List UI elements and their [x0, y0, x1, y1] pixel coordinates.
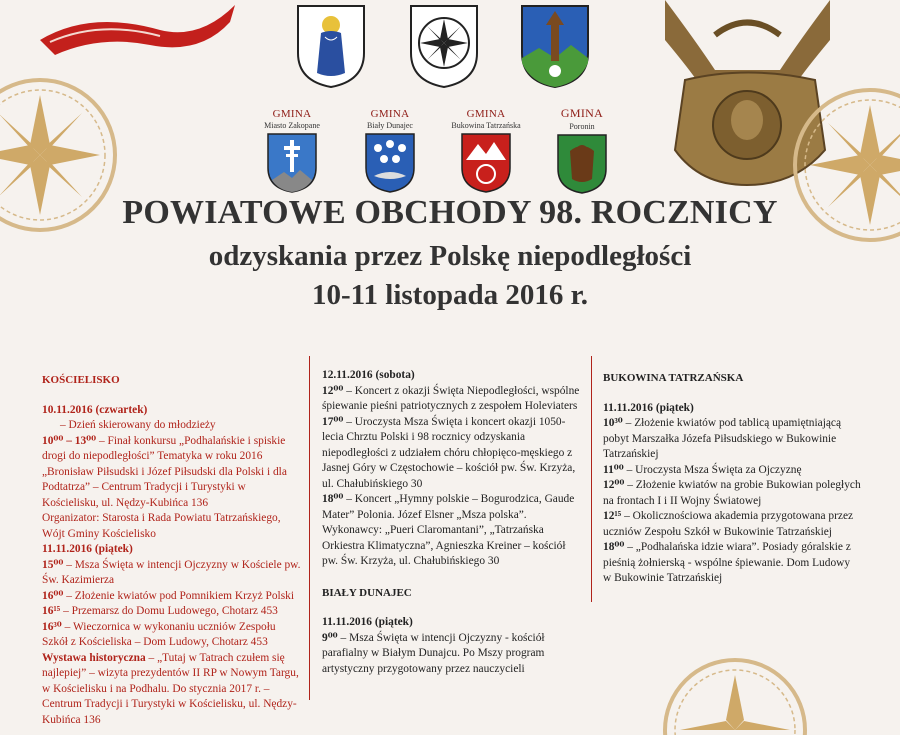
event-time: 10⁰⁰ – 13⁰⁰ [42, 434, 97, 447]
event-text: – „Podhalańska idzie wiara”. Posiady góralskie z pieśnią żołnierską - wspólne śpiewanie. Dom Ludowy w Bukowinie Tatrzańskiej [603, 541, 851, 584]
event-time: 9⁰⁰ [322, 631, 338, 644]
event-item [322, 415, 584, 493]
zakopane-coat-of-arms [266, 132, 318, 194]
event-time: 17⁰⁰ [322, 415, 344, 428]
event-text: – Koncert z okazji Święta Niepodległości, wspólne śpiewanie pieśni patriotycznych z zespołem Holeviaters [322, 384, 580, 412]
event-text: – Przemarsz do Domu Ludowego, Chotarz 453 [60, 605, 278, 617]
event-item: – Dzień skierowany do młodzieży [60, 419, 216, 431]
event-dates: 10-11 listopada 2016 r. [311, 279, 589, 311]
gmina-place: Bukowina Tatrzańska [451, 121, 521, 130]
crest-top-left-coat-of-arms [295, 3, 367, 89]
event-date: 11.11.2016 (piątek) [603, 401, 694, 414]
rosette-bottom-decoration [660, 655, 810, 735]
bukowina-coat-of-arms [460, 132, 512, 194]
section-title: BUKOWINA TATRZAŃSKA [603, 372, 744, 384]
poronin-coat-of-arms [556, 133, 608, 195]
event-text: – Msza Święta w intencji Ojczyzny - kościół parafialny w Białym Dunajcu. Po Mszy program artystyczny przygotowany przez nauczycieli [322, 631, 545, 675]
section-title: BIAŁY DUNAJEC [322, 586, 412, 599]
event-text: – Wieczornica w wykonaniu uczniów Zespołu Szkół z Kościeliska – Dom Ludowy, Chotarz 453 [42, 620, 276, 648]
event-time: 15⁰⁰ [42, 558, 64, 571]
event-text: – Msza Święta w intencji Ojczyzny w Kościele pw. Św. Kazimierza [42, 558, 301, 586]
gmina-poronin [542, 106, 622, 195]
event-date: 10.11.2016 (czwartek) [42, 403, 148, 416]
event-item [42, 558, 304, 589]
event-item [42, 604, 304, 620]
crest-top-right-coat-of-arms [519, 3, 591, 89]
event-text: – Złożenie kwiatów na grobie Bukowian poległych na frontach I i II Wojny Światowej [603, 479, 861, 507]
event-text: – Finał konkursu „Podhalańskie i spiskie drogi do niepodległości” Tematyka w roku 2016 „Bronisław Piłsudski i Józef Piłsudski dla Polski i dla Podtatrza” – Centrum Tradycji i Turystyki w Kościelisku, ul. Nędzy-Kubińca 136 [42, 434, 287, 509]
event-item [603, 416, 861, 463]
event-time: 12⁰⁰ [603, 479, 625, 491]
event-time: 12¹⁵ [603, 510, 622, 522]
gmina-label: GMINA [560, 106, 604, 120]
column-divider-left [309, 356, 310, 700]
event-date: 11.11.2016 (piątek) [42, 543, 133, 555]
event-text: – Okolicznościowa akademia przygotowana przez uczniów Zespołu Szkół w Bukowinie Tatrzańskiej [603, 510, 854, 538]
event-time: 11⁰⁰ [603, 463, 624, 476]
event-item [322, 492, 584, 570]
crest-top-center-coat-of-arms [408, 3, 480, 89]
event-date: 11.11.2016 (piątek) [322, 616, 413, 628]
gmina-label: GMINA [370, 108, 410, 120]
event-time: 16³⁰ [42, 620, 62, 633]
section-title: KOŚCIELISKO [42, 374, 120, 386]
event-item [322, 631, 584, 678]
event-time: 18⁰⁰ [603, 541, 625, 553]
event-item [603, 478, 861, 509]
bialy-dunajec-coat-of-arms [364, 132, 416, 194]
event-date: 12.11.2016 (sobota) [322, 369, 415, 381]
gmina-place: Poronin [569, 122, 595, 131]
column-koscielisko [42, 373, 304, 728]
event-text: – Uroczysta Msza Święta za Ojczyznę [623, 463, 802, 476]
event-text: – Złożenie kwiatów pod tablicą upamiętniającą pobyt Marszałka Józefa Piłsudskiego w Bukowinie Tatrzańskiej [603, 417, 842, 460]
event-time: 10³⁰ [603, 417, 623, 429]
gmina-zakopane [252, 108, 332, 194]
gmina-place: Miasto Zakopane [264, 121, 320, 130]
column-zakopane [322, 368, 584, 677]
page-subtitle: odzyskania przez Polskę niepodległości [208, 240, 692, 272]
page-title: POWIATOWE OBCHODY 98. ROCZNICY [122, 194, 778, 231]
gmina-label: GMINA [466, 108, 506, 120]
event-item [42, 651, 304, 729]
gmina-bialy-dunajec [350, 108, 430, 194]
event-text: – Złożenie kwiatów pod Pomnikiem Krzyż Polski [63, 589, 295, 602]
event-item [603, 509, 861, 540]
exhibition-label: Wystawa historyczna [42, 651, 146, 664]
column-bukowina [603, 371, 861, 587]
event-item [42, 620, 304, 651]
event-text: – „Tutaj w Tatrach czułem się najlepiej” – wizyta prezydentów II RP w Nowym Targu, w Kościelisku i na Podhalu. Do stycznia 2017 r. – Centrum Tradycji i Turystyki w Kościelisku, ul. Nędzy-Kubińca 136 [42, 651, 299, 726]
red-ribbon-decoration [20, 0, 240, 60]
event-text: – Koncert „Hymny polskie – Bogurodzica, Gaude Mater” Polonia. Józef Elsner „Msza polska”. Wykonawcy: „Pueri Claromantani”, „Tatrzańska Orkiestra Klimatyczna”, Agnieszka Kreiner – kościół pw. Św. Krzyża, ul. Chałubińskiego 30 [322, 493, 575, 567]
event-time: 12⁰⁰ [322, 384, 344, 397]
gmina-place: Biały Dunajec [367, 121, 413, 130]
gmina-label: GMINA [272, 108, 312, 120]
event-item [42, 434, 304, 512]
event-organizer: Organizator: Starosta i Rada Powiatu Tatrzańskiego, Wójt Gminy Kościelisko [42, 512, 281, 540]
event-time: 18⁰⁰ [322, 493, 344, 505]
column-divider-right [591, 356, 592, 602]
gmina-bukowina [446, 108, 526, 194]
event-item [322, 384, 584, 415]
event-item [42, 589, 304, 605]
event-item [603, 540, 861, 587]
event-time: 16⁰⁰ [42, 589, 64, 602]
event-time: 16¹⁵ [42, 605, 61, 617]
event-item [603, 463, 861, 479]
event-text: – Uroczysta Msza Święta i koncert okazji 1050-lecia Chrztu Polski i 98 rocznicy odzyskania niepodległości z udziałem chóru chłopięco-męskiego z Jasnej Góry w Częstochowie – kościół pw. Św. Krzyża, ul. Chałubińskiego 30 [322, 415, 576, 490]
